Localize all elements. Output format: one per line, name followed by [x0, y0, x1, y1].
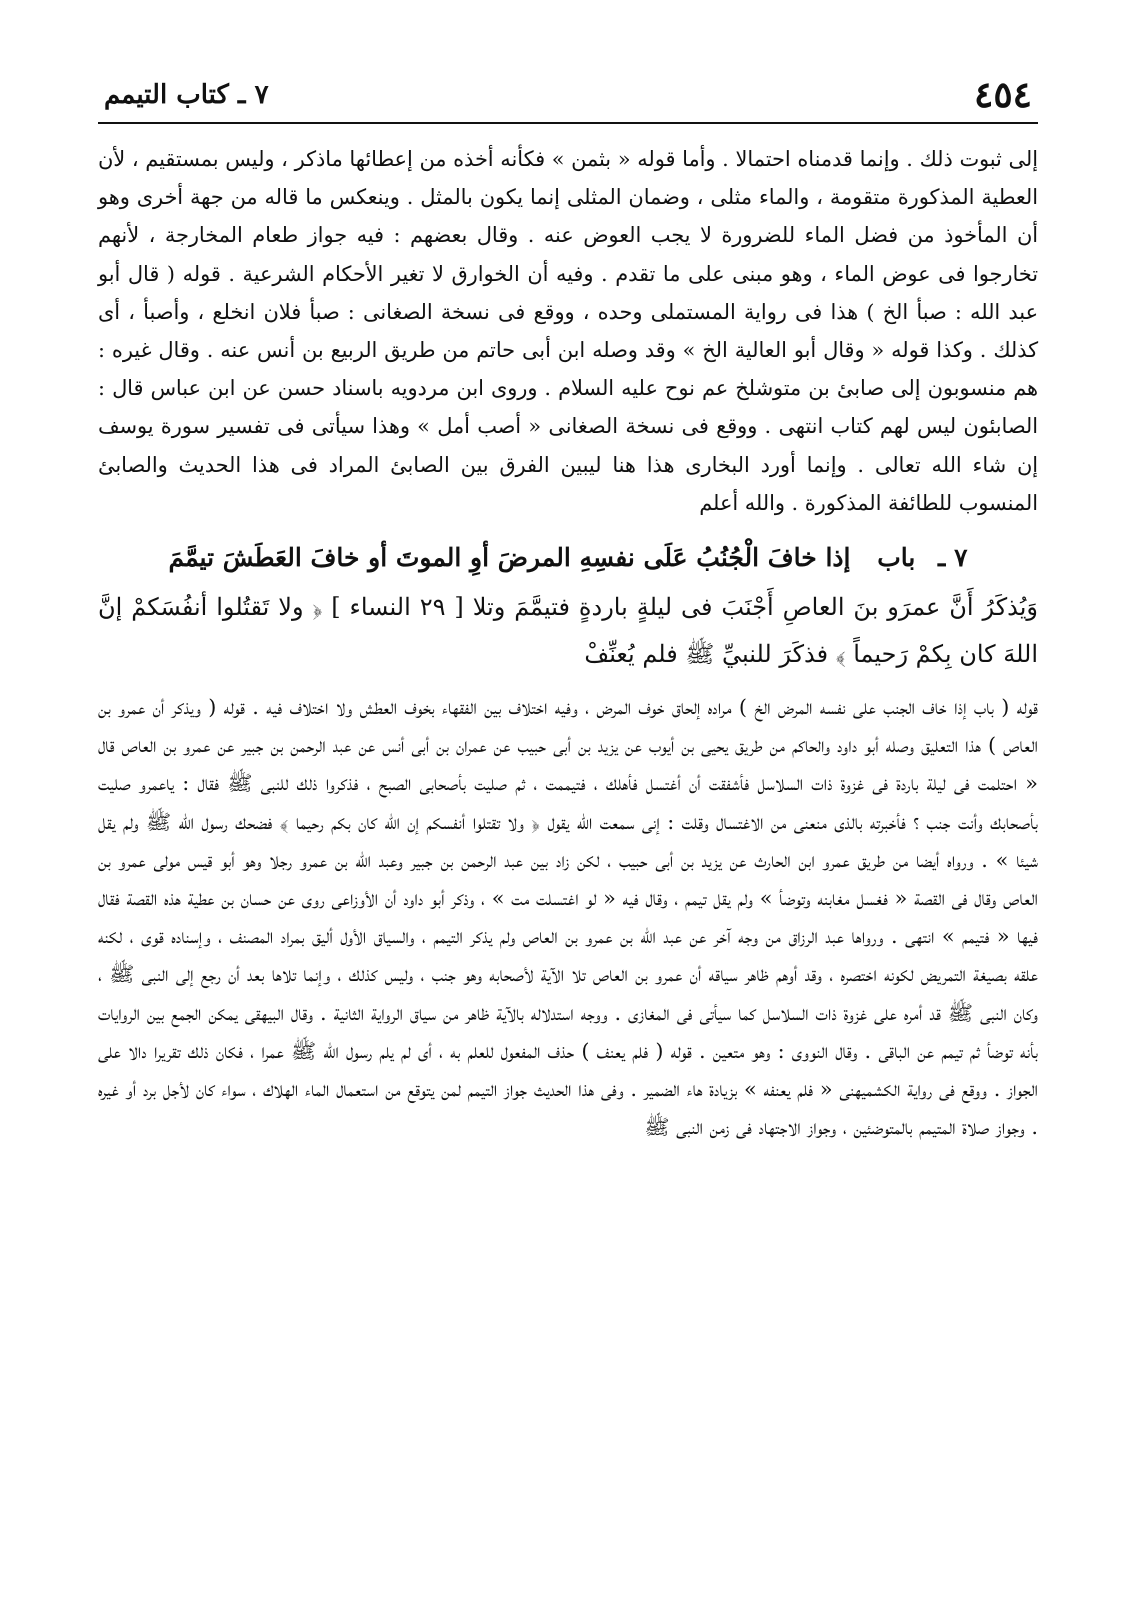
chapter-title: إذا خافَ الْجُنُبُ عَلَى نفسِهِ المرضَ أوِ الموتَ أو خافَ العَطَشَ تيمَّمَ [168, 543, 851, 573]
chapter-bab-label: باب [877, 543, 916, 573]
commentary-paragraph-2: قوله ( باب إذا خاف الجنب على نفسه المرض الخ ) مراده إلحاق خوف المرض ، وفيه اختلاف بين الفقهاء بخوف العطش ولا اختلاف فيه . قوله ( ويذكر أن عمرو بن العاص ) هذا التعليق وصله أبو داود والحاكم من طريق يحيى بن أيوب عن يزيد بن أبى حبيب عن عمران بن أبى أنس عن عبد الرحمن بن جبير عن عمرو بن العاص قال « احتلمت فى ليلة باردة فى غزوة ذات السلاسل فأشفقت أن أغتسل فأهلك ، فتيممت ، ثم صليت بأصحابى الصبح ، فذكروا ذلك للنبى ﷺ فقال : ياعمرو صليت بأصحابك وأنت جنب ؟ فأخبرته بالذى منعنى من الاغتسال وقلت : إنى سمعت الله يقول ﴿ ولا تقتلوا أنفسكم إن الله كان بكم رحيما ﴾ فضحك رسول الله ﷺ ولم يقل شيئا » . ورواه أيضا من طريق عمرو ابن الحارث عن يزيد بن أبى حبيب ، لكن زاد بين عبد الرحمن بن جبير وعبد الله بن عمرو رجلا وهو أبو قيس مولى عمرو بن العاص وقال فى القصة « فغسل مغابنه وتوضأ » ولم يقل تيمم ، وقال فيه « لو اغتسلت مت » ، وذكر أبو داود أن الأوزاعى روى عن حسان بن عطية هذه القصة فقال فيها « فتيمم » انتهى . ورواها عبد الرزاق من وجه آخر عن عبد الله بن عمرو بن العاص ولم يذكر التيمم ، والسياق الأول أليق بمراد المصنف ، وإسناده قوى ، لكنه علقه بصيغة التمريض لكونه اختصره ، وقد أوهم ظاهر سياقه أن عمرو بن العاص تلا الآية لأصحابه وهو جنب ، وليس كذلك ، وإنما تلاها بعد أن رجع إلى النبى ﷺ ، وكان النبى ﷺ قد أمره على غزوة ذات السلاسل كما سيأتى فى المغازى . ووجه استدلاله بالآية ظاهر من سياق الرواية الثانية . وقال البيهقى يمكن الجمع بين الروايات بأنه توضأ ثم تيمم عن الباقى . وقال النووى : وهو متعين . قوله ( فلم يعنف ) حذف المفعول للعلم به ، أى لم يلم رسول الله ﷺ عمرا ، فكان ذلك تقريرا دالا على الجواز . ووقع فى رواية الكشميهنى « فلم يعنفه » بزيادة هاء الضمير . وفى هذا الحديث جواز التيمم لمن يتوقع من استعمال الماء الهلاك ، سواء كان لأجل برد أو غيره . وجواز صلاة المتيمم بالمتوضئين ، وجواز الاجتهاد فى زمن النبى ﷺ [98, 695, 1039, 1140]
commentary-paragraph-1: إلى ثبوت ذلك . وإنما قدمناه احتمالا . وأما قوله « بثمن » فكأنه أخذه من إعطائها ماذكر ، وليس بمستقيم ، لأن العطية المذكورة متقومة ، والماء مثلى ، وضمان المثلى إنما يكون بالمثل . وينعكس ما قاله من جهة أخرى وهو أن المأخوذ من فضل الماء للضرورة لا يجب العوض عنه . وقال بعضهم : فيه جواز طعام المخارجة ، لأنهم تخارجوا فى عوض الماء ، وهو مبنى على ما تقدم . وفيه أن الخوارق لا تغير الأحكام الشرعية . قوله ( قال أبو عبد الله : صبأ الخ ) هذا فى رواية المستملى وحده ، ووقع فى نسخة الصغانى : صبأ فلان انخلع ، وأصبأ ، أى كذلك . وكذا قوله « وقال أبو العالية الخ » وقد وصله ابن أبى حاتم من طريق الربيع بن أنس عنه . وقال غيره : هم منسوبون إلى صابئ بن متوشلخ عم نوح عليه السلام . وروى ابن مردويه باسناد حسن عن ابن عباس قال : الصابئون ليس لهم كتاب انتهى . ووقع فى نسخة الصغانى « أصب أمل » وهذا سيأتى فى تفسير سورة يوسف إن شاء الله تعالى . وإنما أورد البخارى هذا هنا ليبين الفرق بين الصابئ المراد فى هذا الحديث والصابئ المنسوب للطائفة المذكورة . والله أعلم [98, 147, 1038, 515]
running-header [98, 74, 1038, 124]
page-number: ٤٥٤ [973, 74, 1032, 116]
page-body [98, 140, 1038, 1146]
hadith-text: وَيُذكَرُ أَنَّ عمرَو بنَ العاصِ أَجْنَبَ فى ليلةٍ باردةٍ فتيمَّمَ وتلا [ ٢٩ النساء ] ﴿ ولا تَقتُلوا أنفُسَكمْ إنَّ اللهَ كان بِكمْ رَحيماً ﴾ فذكَرَ للنبيِّ ﷺ فلم يُعنِّفْ [98, 593, 1039, 669]
chapter-number: ٧ ـ [938, 543, 968, 573]
chapter-heading [98, 536, 1038, 580]
book-title: ٧ ـ كتاب التيمم [104, 80, 269, 110]
